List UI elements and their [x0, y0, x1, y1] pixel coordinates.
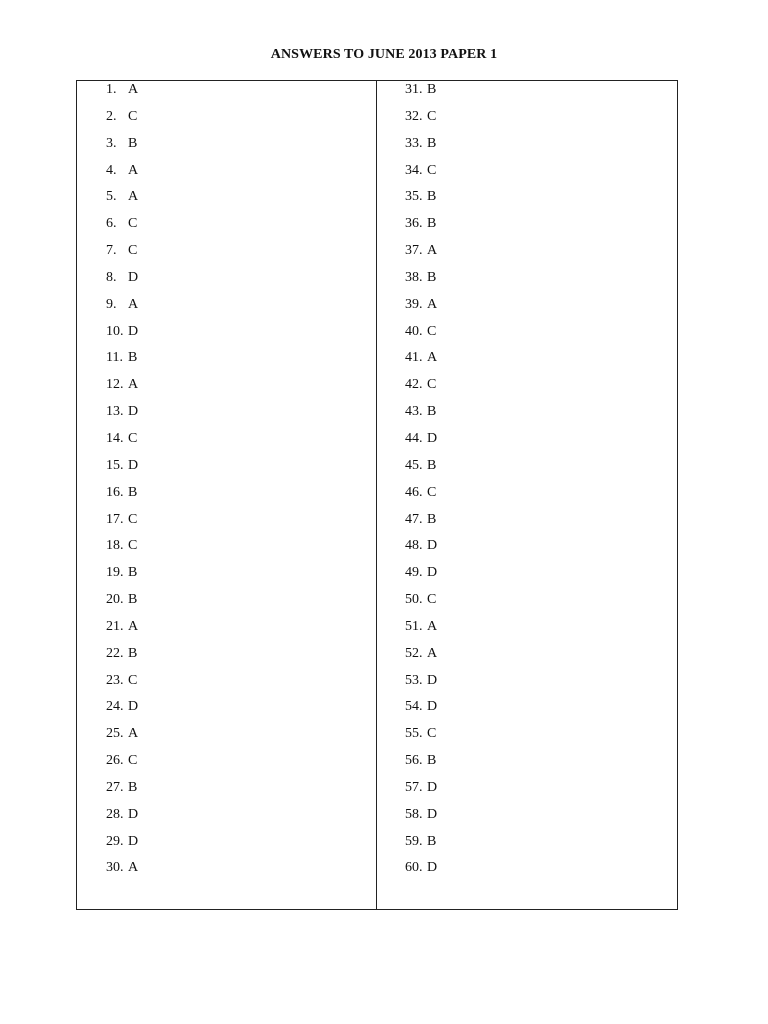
question-number: 31. — [405, 82, 423, 97]
question-number: 40. — [405, 323, 423, 339]
answer-item — [405, 645, 437, 672]
answer-item — [106, 323, 138, 350]
answer-item — [106, 215, 138, 242]
question-number: 33. — [405, 135, 423, 151]
question-number: 10. — [106, 323, 124, 339]
answer-item — [405, 618, 437, 645]
answer-column-right — [377, 81, 677, 909]
page-title: ANSWERS TO JUNE 2013 PAPER 1 — [270, 47, 498, 62]
question-number: 49. — [405, 565, 423, 581]
question-number: 8. — [106, 269, 117, 285]
answer-item — [106, 376, 138, 403]
answer-letter: C — [128, 672, 138, 688]
answer-letter: D — [128, 404, 139, 420]
answer-item — [106, 484, 138, 511]
answer-letter: C — [427, 323, 437, 339]
answer-letter: D — [128, 699, 139, 715]
answer-letter: C — [427, 108, 437, 124]
answer-item — [106, 430, 138, 457]
answer-item — [405, 833, 437, 860]
answer-letter: C — [128, 108, 138, 124]
question-number: 23. — [106, 672, 124, 688]
answer-item — [405, 430, 437, 457]
question-number: 11. — [106, 350, 123, 366]
answer-item — [405, 591, 437, 618]
answer-item — [106, 457, 138, 484]
answer-letter: C — [128, 753, 138, 769]
answer-item — [106, 81, 138, 108]
answer-letter: D — [427, 779, 438, 795]
answer-letter: D — [128, 323, 139, 339]
answer-letter: A — [128, 377, 139, 393]
question-number: 3. — [106, 135, 117, 151]
answer-letter: B — [427, 833, 437, 849]
question-number: 32. — [405, 108, 423, 124]
answer-letter: B — [128, 484, 138, 500]
question-number: 54. — [405, 699, 423, 715]
answer-letter: B — [128, 350, 138, 366]
answer-letter: C — [128, 430, 138, 446]
question-number: 16. — [106, 484, 124, 500]
answer-item — [405, 806, 437, 833]
question-number: 45. — [405, 457, 423, 473]
answer-letter: B — [427, 189, 437, 205]
answer-item — [405, 108, 437, 135]
answer-item — [106, 188, 138, 215]
answer-letter: A — [427, 618, 438, 634]
question-number: 43. — [405, 404, 423, 420]
answer-item — [405, 215, 437, 242]
answer-item — [405, 376, 437, 403]
answer-letter: A — [128, 618, 139, 634]
answer-letter: C — [128, 511, 138, 527]
question-number: 4. — [106, 162, 117, 178]
question-number: 2. — [106, 108, 117, 124]
answer-item — [405, 698, 437, 725]
answer-letter: D — [128, 806, 139, 822]
question-number: 50. — [405, 592, 423, 608]
answer-item — [405, 296, 437, 323]
answer-item — [106, 591, 138, 618]
answer-item — [405, 779, 437, 806]
question-number: 17. — [106, 511, 124, 527]
answer-letter: B — [427, 753, 437, 769]
question-number: 28. — [106, 806, 124, 822]
answer-item — [106, 349, 138, 376]
answer-column-left — [77, 81, 377, 909]
question-number: 29. — [106, 833, 124, 849]
answer-item — [106, 859, 138, 886]
question-number: 57. — [405, 779, 423, 795]
answer-letter: A — [128, 296, 139, 312]
answer-letter: C — [128, 538, 138, 554]
answer-item — [405, 672, 437, 699]
question-number: 15. — [106, 457, 124, 473]
answer-item — [405, 135, 437, 162]
answer-item — [405, 511, 437, 538]
question-number: 13. — [106, 404, 124, 420]
answer-letter: A — [128, 189, 139, 205]
question-number: 48. — [405, 538, 423, 554]
answer-letter: B — [427, 269, 437, 285]
answer-item — [106, 752, 138, 779]
answer-letter: C — [128, 243, 138, 259]
answer-item — [106, 672, 138, 699]
answer-item — [106, 779, 138, 806]
question-number: 12. — [106, 377, 124, 393]
answer-item — [405, 242, 437, 269]
answer-item — [405, 457, 437, 484]
answer-letter: C — [427, 162, 437, 178]
question-number: 51. — [405, 618, 423, 634]
question-number: 30. — [106, 860, 124, 876]
answer-letter: D — [427, 699, 438, 715]
answer-letter: A — [427, 645, 438, 661]
question-number: 27. — [106, 779, 124, 795]
question-number: 47. — [405, 511, 423, 527]
question-number: 22. — [106, 645, 124, 661]
answer-item — [405, 323, 437, 350]
question-number: 60. — [405, 860, 423, 876]
answer-item — [106, 135, 138, 162]
question-number: 44. — [405, 430, 423, 446]
answer-letter: D — [128, 457, 139, 473]
answer-item — [106, 833, 138, 860]
answer-item — [405, 81, 437, 108]
answer-letter: C — [427, 726, 437, 742]
answer-item — [405, 188, 437, 215]
answer-item — [106, 242, 138, 269]
answer-item — [405, 859, 437, 886]
answer-letter: D — [427, 430, 438, 446]
answer-item — [106, 162, 138, 189]
question-number: 58. — [405, 806, 423, 822]
answer-letter: B — [128, 645, 138, 661]
question-number: 53. — [405, 672, 423, 688]
answer-letter: C — [427, 484, 437, 500]
question-number: 24. — [106, 699, 124, 715]
answer-letter: B — [427, 457, 437, 473]
answer-list-left — [106, 81, 138, 886]
question-number: 59. — [405, 833, 423, 849]
answer-letter: B — [128, 565, 138, 581]
answer-list-right — [405, 81, 437, 886]
question-number: 6. — [106, 216, 117, 232]
answer-table — [76, 80, 678, 910]
question-number: 42. — [405, 377, 423, 393]
answer-item — [405, 269, 437, 296]
question-number: 35. — [405, 189, 423, 205]
answer-letter: D — [427, 672, 438, 688]
answer-item — [405, 349, 437, 376]
answer-item — [106, 537, 138, 564]
answer-item — [405, 403, 437, 430]
answer-item — [106, 806, 138, 833]
answer-item — [405, 752, 437, 779]
answer-letter: D — [427, 860, 438, 876]
answer-letter: A — [427, 296, 438, 312]
answer-letter: B — [427, 404, 437, 420]
answer-item — [106, 108, 138, 135]
question-number: 1. — [106, 82, 117, 97]
answer-item — [405, 162, 437, 189]
answer-letter: B — [427, 216, 437, 232]
answer-item — [106, 698, 138, 725]
answer-item — [405, 484, 437, 511]
answer-item — [405, 564, 437, 591]
answer-letter: A — [128, 726, 139, 742]
question-number: 21. — [106, 618, 124, 634]
question-number: 56. — [405, 753, 423, 769]
answer-item — [106, 296, 138, 323]
answer-letter: C — [128, 216, 138, 232]
answer-item — [106, 618, 138, 645]
question-number: 5. — [106, 189, 117, 205]
answer-letter: B — [427, 511, 437, 527]
question-number: 41. — [405, 350, 423, 366]
question-number: 52. — [405, 645, 423, 661]
question-number: 25. — [106, 726, 124, 742]
answer-letter: D — [427, 565, 438, 581]
answer-item — [106, 511, 138, 538]
answer-letter: B — [128, 779, 138, 795]
answer-letter: C — [427, 592, 437, 608]
question-number: 34. — [405, 162, 423, 178]
answer-item — [106, 564, 138, 591]
question-number: 37. — [405, 243, 423, 259]
question-number: 55. — [405, 726, 423, 742]
answer-item — [405, 725, 437, 752]
answer-letter: B — [128, 135, 138, 151]
answer-letter: D — [128, 833, 139, 849]
answer-item — [106, 403, 138, 430]
question-number: 26. — [106, 753, 124, 769]
answer-letter: A — [427, 243, 438, 259]
answer-letter: A — [128, 162, 139, 178]
question-number: 38. — [405, 269, 423, 285]
answer-item — [106, 645, 138, 672]
answer-letter: D — [128, 269, 139, 285]
question-number: 14. — [106, 430, 124, 446]
question-number: 46. — [405, 484, 423, 500]
answer-letter: B — [427, 135, 437, 151]
answer-letter: A — [427, 350, 438, 366]
question-number: 19. — [106, 565, 124, 581]
answer-letter: C — [427, 377, 437, 393]
answer-letter: B — [128, 592, 138, 608]
question-number: 36. — [405, 216, 423, 232]
answer-item — [405, 537, 437, 564]
question-number: 20. — [106, 592, 124, 608]
answer-letter: D — [427, 806, 438, 822]
question-number: 18. — [106, 538, 124, 554]
answer-letter: D — [427, 538, 438, 554]
question-number: 39. — [405, 296, 423, 312]
answer-letter: B — [427, 82, 437, 97]
answer-item — [106, 269, 138, 296]
answer-item — [106, 725, 138, 752]
answer-letter: A — [128, 82, 139, 97]
question-number: 9. — [106, 296, 117, 312]
question-number: 7. — [106, 243, 117, 259]
answer-letter: A — [128, 860, 139, 876]
